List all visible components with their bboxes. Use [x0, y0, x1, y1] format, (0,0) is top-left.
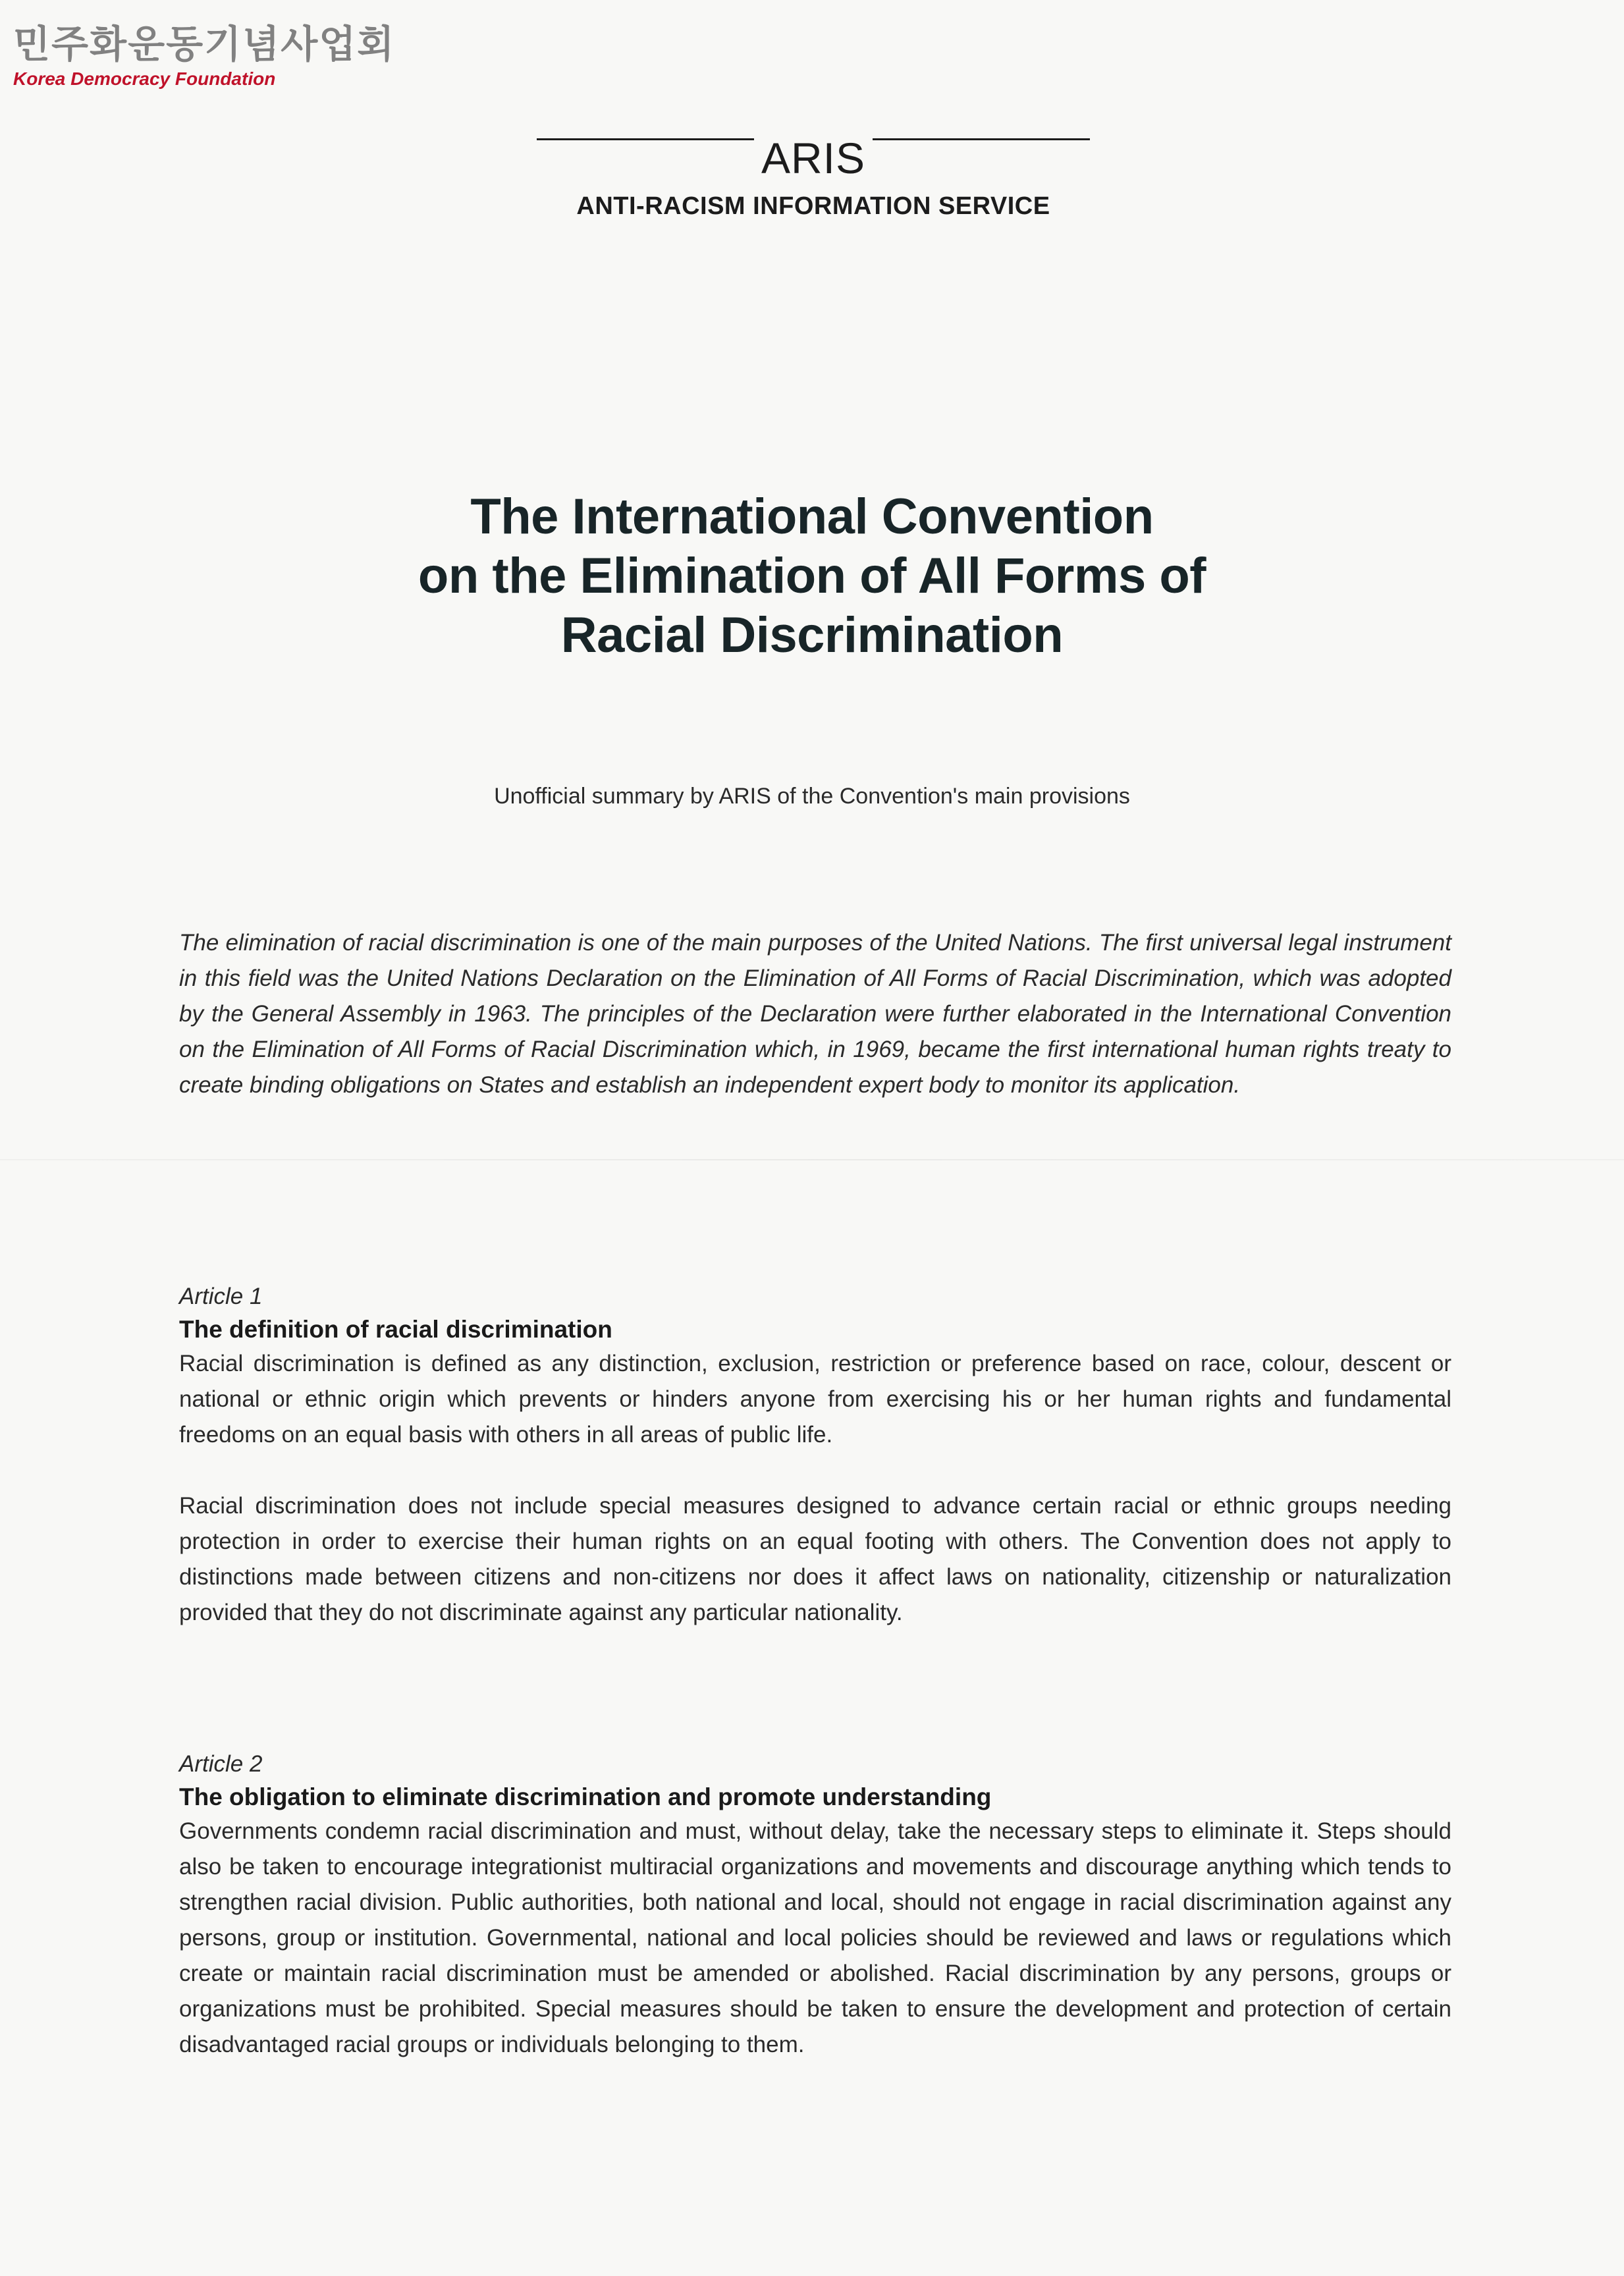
watermark-korean-text: 민주화운동기념사업회 [13, 22, 396, 67]
article-number: Article 1 [179, 1284, 263, 1309]
document-title [263, 487, 1361, 665]
article-paragraph: Racial discrimination is defined as any distinction, exclusion, restriction or preference based on race, colour, descent or national or ethnic origin which prevents or hinders anyone from exercising his or her human rights and fundamental freedoms on an equal basis with others in all areas of public life. [179, 1351, 1451, 1448]
watermark-english-text: Korea Democracy Foundation [13, 68, 276, 89]
aris-logo [527, 132, 1100, 184]
title-line-1: The International Convention [470, 489, 1154, 545]
aris-logo-text: ARIS [761, 134, 866, 182]
org-name: ANTI-RACISM INFORMATION SERVICE [576, 192, 1050, 220]
article-number: Article 2 [179, 1751, 263, 1777]
article-paragraph: Racial discrimination does not include special measures designed to advance certain racial or ethnic groups needing protection in order to exercise their human rights on an equal footing with others. The Convention does not apply to distinctions made between citizens and non-citizens nor does it affect laws on nationality, citizenship or naturalization provided that they do not discriminate against any particular nationality. [179, 1493, 1451, 1625]
title-line-3: Racial Discrimination [560, 607, 1064, 663]
intro-paragraph: The elimination of racial discrimination is one of the main purposes of the United Nations. The first universal legal instrument in this field was the United Nations Declaration on the Elimination of All Forms of Racial Discrimination, which was adopted by the General Assembly in 1963. The principles of the Declaration were further elaborated in the International Convention on the Elimination of All Forms of Racial Discrimination which, in 1969, became the first international human rights treaty to create binding obligations on States and establish an independent expert body to monitor its application. [179, 930, 1451, 1098]
foundation-watermark [13, 22, 396, 89]
article-heading: The obligation to eliminate discrimination and promote understanding [179, 1783, 992, 1810]
aris-header [527, 132, 1100, 221]
article-1 [179, 1280, 1451, 1631]
page-fold-line [0, 1159, 1624, 1160]
article-heading: The definition of racial discrimination [179, 1316, 612, 1343]
document-subtitle: Unofficial summary by ARIS of the Convention's main provisions [494, 784, 1130, 809]
title-line-2: on the Elimination of All Forms of [418, 548, 1206, 604]
article-2 [179, 1748, 1451, 2063]
article-paragraph: Governments condemn racial discrimination and must, without delay, take the necessary steps to eliminate it. Steps should also be taken to encourage integrationist multiracial organizations and movements and discourage anything which tends to strengthen racial division. Public authorities, both national and local, should not engage in racial discrimination against any persons, group or institution. Governmental, national and local policies should be reviewed and laws or regulations which create or maintain racial discrimination must be amended or abolished. Racial discrimination by any persons, groups or organizations must be prohibited. Special measures should be taken to ensure the development and protection of certain disadvantaged racial groups or individuals belonging to them. [179, 1818, 1451, 2057]
logo-rule-right [873, 138, 1090, 140]
